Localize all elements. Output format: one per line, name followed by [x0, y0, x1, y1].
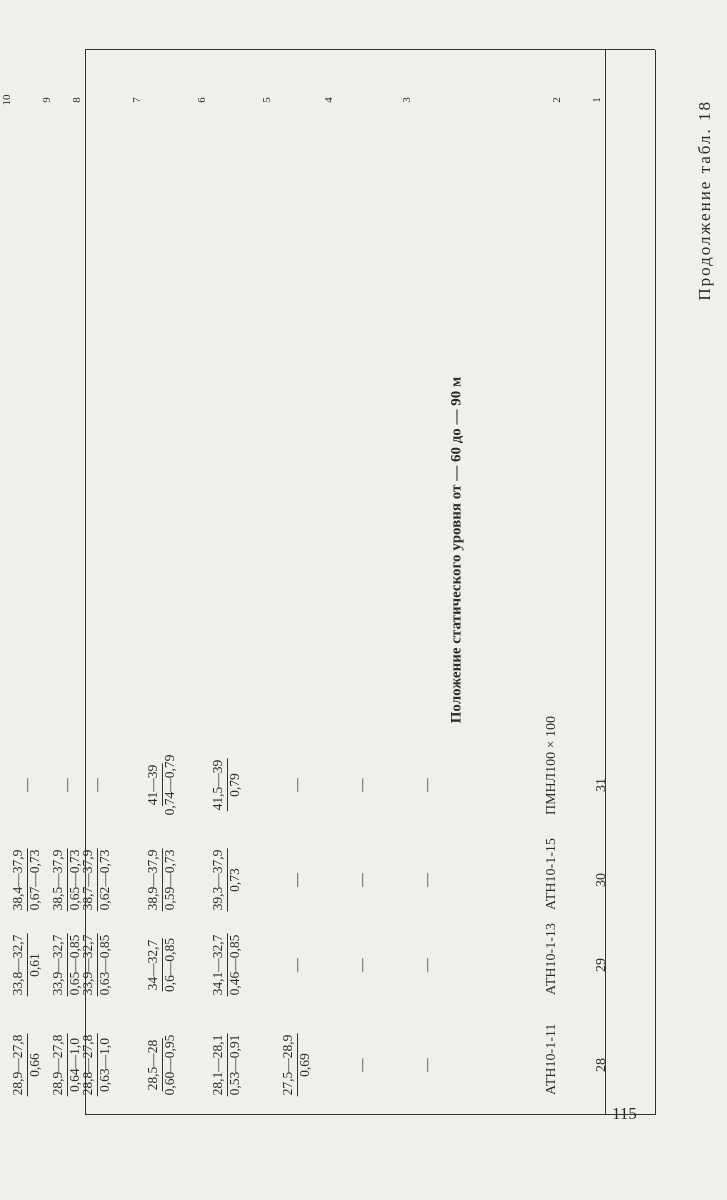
- cell-c8-line-2: 0,62—0,73: [97, 849, 112, 911]
- column-header-1: 1: [591, 97, 603, 103]
- cell-c8-line-1: 38,7—37,9: [80, 849, 98, 912]
- cell-c10-line-2: 0,67—0,73: [27, 849, 42, 911]
- column-header-3: 3: [401, 97, 413, 103]
- cell-c8-line-1: 28,8—27,8: [80, 1034, 98, 1097]
- cell-c4-dash: —: [354, 778, 369, 792]
- cell-c10-line-1: 38,4—37,9: [10, 849, 28, 912]
- column-header-8: 8: [71, 97, 83, 103]
- cell-c9-dash: —: [59, 778, 74, 792]
- cell-c8-line-2: 0,63—0,85: [97, 934, 112, 996]
- cell-c6-line-1: 28,1—28,1: [210, 1034, 228, 1097]
- cell-c5-dash: —: [289, 778, 304, 792]
- cell-c9-line-1: 28,9—27,8: [50, 1034, 68, 1097]
- cell-c3-dash: —: [419, 873, 434, 887]
- cell-c5-line-1: 27,5—28,9: [280, 1034, 298, 1097]
- cell-c4-dash: —: [354, 1058, 369, 1072]
- column-header-6: 6: [196, 97, 208, 103]
- column-header-7: 7: [131, 97, 143, 103]
- cell-c7-line-2: 0,74—0,79: [162, 754, 177, 816]
- cell-c7-line-1: 41—39: [145, 764, 163, 807]
- table-continuation-title: Продолжение табл. 18: [695, 100, 714, 301]
- cell-c4-dash: —: [354, 873, 369, 887]
- cell-c9-line-1: 33,9—32,7: [50, 934, 68, 997]
- table-right-rule: [85, 49, 655, 50]
- cell-c8-line-2: 0,63—1,0: [97, 1038, 112, 1092]
- cell-c3-dash: —: [419, 958, 434, 972]
- pump-model: АТН10-1-11: [544, 1023, 559, 1095]
- row-number: 30: [594, 873, 609, 887]
- pump-model: АТН10-1-13: [544, 923, 559, 995]
- cell-c6-line-1: 39,3—37,9: [210, 849, 228, 912]
- table-left-rule: [85, 1114, 655, 1115]
- pump-model: ПМНЛ100 × 100: [544, 715, 559, 815]
- cell-c7-line-2: 0,59—0,73: [162, 849, 177, 911]
- cell-c7-line-1: 34—32,7: [145, 939, 163, 992]
- cell-c10-line-2: 0,61: [27, 953, 42, 977]
- cell-c6-line-2: 0,53—0,91: [227, 1034, 242, 1096]
- section-title: Положение статического уровня от — 60 до — 90 м: [448, 376, 465, 724]
- cell-c4-dash: —: [354, 958, 369, 972]
- cell-c6-line-1: 34,1—32,7: [210, 934, 228, 997]
- cell-c8-line-1: 33,9—32,7: [80, 934, 98, 997]
- column-header-9: 9: [41, 97, 53, 103]
- cell-c7-line-2: 0,60—0,95: [162, 1034, 177, 1096]
- cell-c5-dash: —: [289, 873, 304, 887]
- cell-c3-dash: —: [419, 1058, 434, 1072]
- cell-c9-line-2: 0,65—0,85: [67, 934, 82, 996]
- cell-c6-line-2: 0,79: [227, 773, 242, 797]
- cell-c10-line-2: 0,66: [27, 1053, 42, 1077]
- row-number: 28: [594, 1058, 609, 1072]
- cell-c7-line-2: 0,6—0,85: [162, 938, 177, 992]
- page-number: 115: [612, 1104, 637, 1123]
- column-header-10: 10: [1, 94, 13, 106]
- cell-c7-line-1: 28,5—28: [145, 1039, 163, 1092]
- table-top-rule: [605, 50, 606, 1115]
- cell-c6-line-1: 41,5—39: [210, 759, 228, 812]
- cell-c10-line-1: 28,9—27,8: [10, 1034, 28, 1097]
- cell-c10-dash: —: [19, 778, 34, 792]
- row-number: 29: [594, 958, 609, 972]
- column-header-2: 2: [551, 97, 563, 103]
- header-bottom-rule: [655, 50, 656, 1115]
- cell-c9-line-2: 0,65—0,73: [67, 849, 82, 911]
- cell-c8-dash: —: [89, 778, 104, 792]
- cell-c9-line-1: 38,5—37,9: [50, 849, 68, 912]
- cell-c5-line-2: 0,69: [297, 1053, 312, 1077]
- cell-c5-dash: —: [289, 958, 304, 972]
- column-header-5: 5: [261, 97, 273, 103]
- cell-c9-line-2: 0,64—1,0: [67, 1038, 82, 1092]
- row-number: 31: [594, 778, 609, 792]
- column-header-4: 4: [323, 97, 335, 103]
- cell-c3-dash: —: [419, 778, 434, 792]
- cell-c7-line-1: 38,9—37,9: [145, 849, 163, 912]
- cell-c10-line-1: 33,8—32,7: [10, 934, 28, 997]
- pump-model: АТН10-1-15: [544, 838, 559, 910]
- cell-c6-line-2: 0,73: [227, 868, 242, 892]
- cell-c6-line-2: 0,46—0,85: [227, 934, 242, 996]
